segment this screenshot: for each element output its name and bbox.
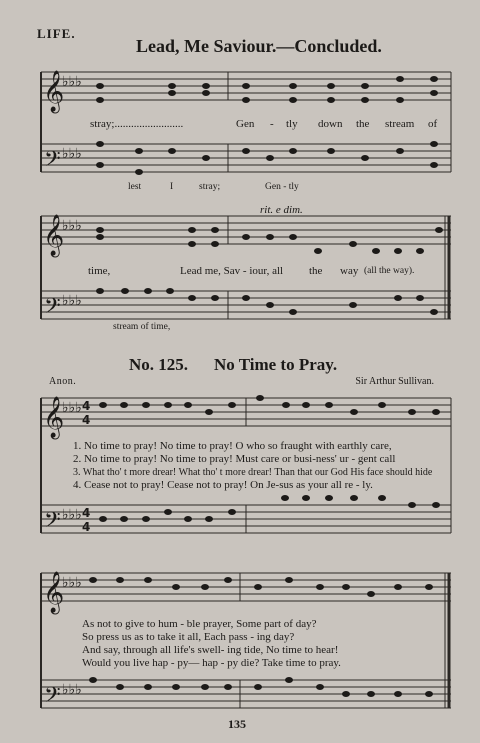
svg-text:𝄞: 𝄞 bbox=[43, 215, 65, 256]
svg-text:𝄢: 𝄢 bbox=[44, 147, 61, 177]
lyric: Gen - tly bbox=[265, 182, 299, 192]
svg-text:𝄞: 𝄞 bbox=[43, 71, 65, 112]
verse-line: And say, through all life's swell- ing tide, No time to hear! bbox=[82, 644, 339, 656]
verse-line: Would you live hap - py— hap - py die? Take time to pray. bbox=[82, 657, 341, 669]
svg-text:𝄞: 𝄞 bbox=[43, 572, 65, 613]
verse-line: As not to give to hum - ble prayer, Some part of day? bbox=[82, 618, 317, 630]
lyric: the bbox=[309, 265, 323, 277]
svg-text:𝄢: 𝄢 bbox=[44, 508, 61, 538]
author-credit: Anon. bbox=[49, 376, 77, 387]
lyric: way bbox=[340, 265, 359, 277]
lyric: - bbox=[270, 118, 274, 130]
lyric: stream of time, bbox=[113, 322, 171, 332]
svg-text:♭♭♭: ♭♭♭ bbox=[62, 293, 82, 309]
section-heading: LIFE. bbox=[37, 26, 76, 41]
lyric: Gen bbox=[236, 118, 255, 130]
svg-text:𝄞: 𝄞 bbox=[43, 397, 65, 438]
verse-line: 2. No time to pray! No time to pray! Must care or busi-ness' ur - gent call bbox=[73, 453, 396, 465]
verse-line: So press us as to take it all, Each pass - ing day? bbox=[82, 631, 295, 643]
hymn-title: No Time to Pray. bbox=[214, 355, 338, 374]
verse-line: 1. No time to pray! No time to pray! O who so fraught with earthly care, bbox=[73, 440, 392, 452]
svg-text:♭♭♭: ♭♭♭ bbox=[62, 146, 82, 162]
lyric: the bbox=[356, 118, 370, 130]
lyric: stray;......................... bbox=[90, 118, 184, 130]
lyric: time, bbox=[88, 265, 111, 277]
lyric: stream bbox=[385, 118, 415, 130]
page-number: 135 bbox=[228, 717, 246, 731]
lyric: down bbox=[318, 118, 343, 130]
lyric: lest bbox=[128, 182, 142, 192]
svg-text:♭♭♭: ♭♭♭ bbox=[62, 74, 82, 90]
svg-text:4: 4 bbox=[82, 520, 91, 534]
verse-line: 3. What tho' t more drear! What tho' t more drear! Than that our God His face should hide bbox=[73, 467, 433, 478]
lyric: of bbox=[428, 118, 438, 130]
hymn-number: No. 125. bbox=[129, 355, 189, 374]
page-title: Lead, Me Saviour.—Concluded. bbox=[136, 36, 382, 56]
svg-text:♭♭♭: ♭♭♭ bbox=[62, 575, 82, 591]
lyric: tly bbox=[286, 118, 298, 130]
lyric: Lead me, Sav - iour, all bbox=[180, 265, 284, 277]
svg-text:♭♭♭: ♭♭♭ bbox=[62, 507, 82, 523]
svg-text:4: 4 bbox=[82, 506, 91, 520]
svg-text:4: 4 bbox=[82, 399, 91, 413]
svg-text:♭♭♭: ♭♭♭ bbox=[62, 682, 82, 698]
svg-text:4: 4 bbox=[82, 413, 91, 427]
svg-text:𝄢: 𝄢 bbox=[44, 683, 61, 713]
svg-text:𝄢: 𝄢 bbox=[44, 294, 61, 324]
svg-text:♭♭♭: ♭♭♭ bbox=[62, 218, 82, 234]
lyric: stray; bbox=[199, 182, 221, 192]
lyric: (all the way). bbox=[364, 266, 415, 276]
composer-credit: Sir Arthur Sullivan. bbox=[355, 376, 434, 387]
svg-text:♭♭♭: ♭♭♭ bbox=[62, 400, 82, 416]
lyric: I bbox=[170, 182, 174, 192]
tempo-marking: rit. e dim. bbox=[260, 204, 303, 216]
verse-line: 4. Cease not to pray! Cease not to pray! On Je-sus as your all re - ly. bbox=[73, 479, 373, 491]
